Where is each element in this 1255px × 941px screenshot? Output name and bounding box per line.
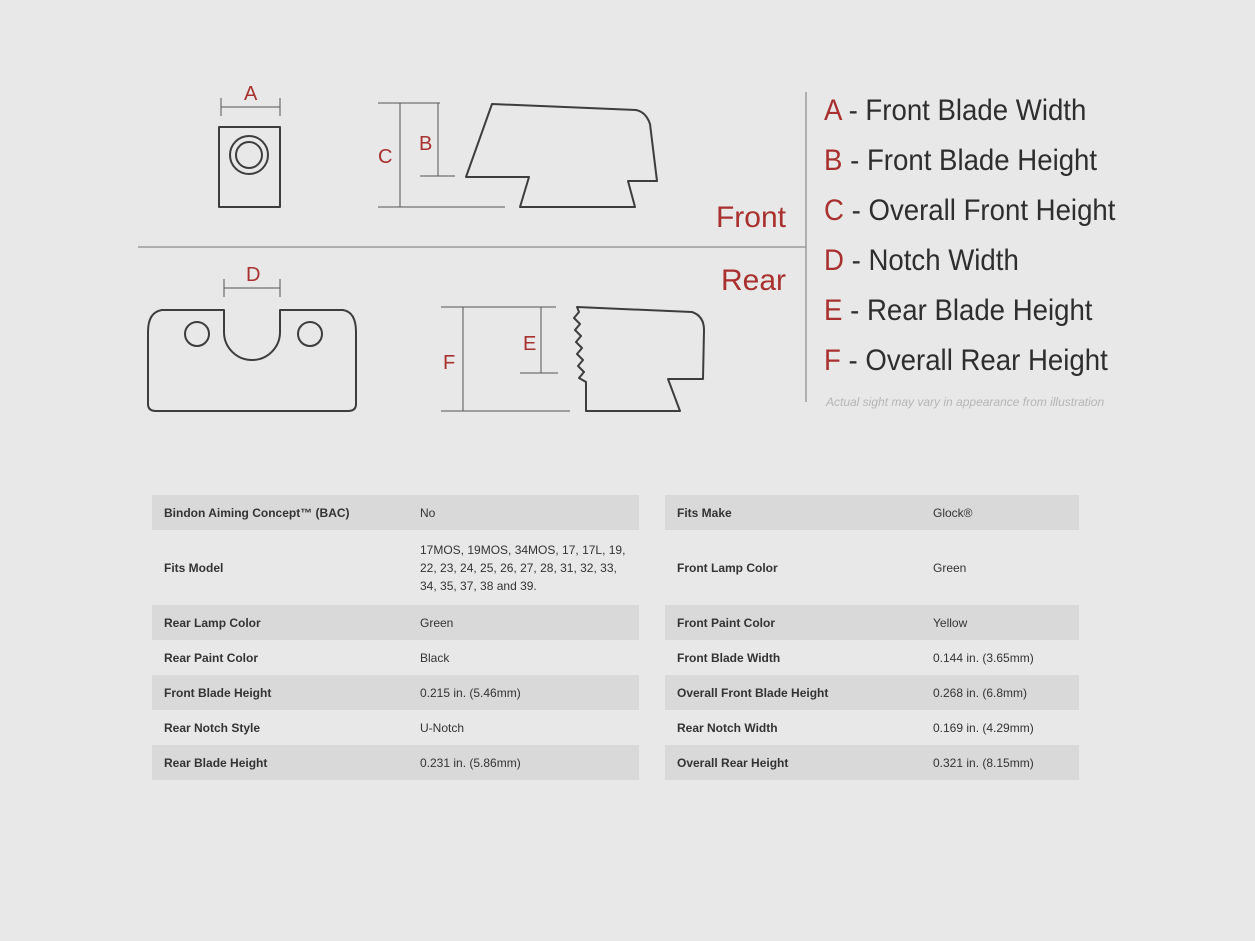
spec-value: Yellow	[933, 615, 968, 630]
legend-item-c: C - Overall Front Height	[824, 194, 1116, 227]
table-row	[152, 495, 639, 530]
table-row	[665, 530, 1079, 605]
spec-key: Overall Rear Height	[677, 755, 789, 770]
spec-value: 0.268 in. (6.8mm)	[933, 685, 1028, 700]
label-f: F	[443, 352, 456, 374]
illustration-note: Actual sight may vary in appearance from illustration	[826, 395, 1105, 409]
table-row	[665, 495, 1079, 530]
spec-value: U-Notch	[420, 720, 465, 735]
table-row	[152, 675, 639, 710]
front-sight-end-view	[219, 98, 280, 207]
spec-key: Rear Notch Width	[677, 720, 778, 735]
spec-value: Black	[420, 650, 450, 665]
spec-key: Rear Notch Style	[164, 720, 261, 735]
spec-value: 0.215 in. (5.46mm)	[420, 685, 521, 700]
spec-value: 0.144 in. (3.65mm)	[933, 650, 1034, 665]
table-row	[152, 605, 639, 640]
label-a: A	[244, 83, 258, 105]
spec-key: Rear Blade Height	[164, 755, 268, 770]
legend-item-f: F - Overall Rear Height	[824, 344, 1108, 377]
table-row	[152, 710, 639, 745]
spec-key: Fits Model	[164, 560, 224, 575]
rear-sight-side-view	[441, 307, 704, 411]
table-row	[665, 745, 1079, 780]
spec-key: Front Paint Color	[677, 615, 775, 630]
spec-key: Rear Paint Color	[164, 650, 259, 665]
legend-item-a: A - Front Blade Width	[824, 94, 1087, 127]
spec-value: 0.321 in. (8.15mm)	[933, 755, 1034, 770]
spec-value: 0.231 in. (5.86mm)	[420, 755, 521, 770]
dimension-legend	[824, 88, 1141, 388]
legend-item-b: B - Front Blade Height	[824, 144, 1098, 177]
table-row	[665, 675, 1079, 710]
spec-key: Fits Make	[677, 505, 732, 520]
table-row	[152, 745, 639, 780]
spec-key: Front Blade Width	[677, 650, 781, 665]
spec-value: Glock®	[933, 505, 973, 520]
spec-key: Bindon Aiming Concept™ (BAC)	[164, 505, 350, 520]
legend-item-d: D - Notch Width	[824, 244, 1019, 277]
label-d: D	[246, 264, 261, 286]
spec-value: 0.169 in. (4.29mm)	[933, 720, 1034, 735]
table-row	[665, 605, 1079, 640]
spec-value: 17MOS, 19MOS, 34MOS, 17, 17L, 19, 22, 23, 24, 25, 26, 27, 28, 31, 32, 33, 34, 35, 37, 38 and 39.	[420, 542, 626, 593]
label-e: E	[523, 333, 537, 355]
spec-table-left	[152, 495, 639, 780]
table-row	[152, 640, 639, 675]
spec-table-right	[665, 495, 1079, 780]
rear-section-label: Rear	[720, 264, 786, 297]
spec-value: Green	[420, 615, 454, 630]
spec-value: No	[420, 505, 436, 520]
spec-key: Front Lamp Color	[677, 560, 778, 575]
table-row	[152, 530, 639, 605]
front-section-label: Front	[715, 201, 786, 234]
label-c: C	[378, 146, 393, 168]
label-b: B	[419, 133, 433, 155]
spec-key: Overall Front Blade Height	[677, 685, 829, 700]
table-row	[665, 640, 1079, 675]
spec-key: Rear Lamp Color	[164, 615, 261, 630]
front-sight-side-view	[378, 103, 657, 207]
rear-sight-end-view	[148, 279, 356, 411]
legend-item-e: E - Rear Blade Height	[824, 294, 1093, 327]
table-row	[665, 710, 1079, 745]
spec-key: Front Blade Height	[164, 685, 272, 700]
spec-value: Green	[933, 560, 967, 575]
